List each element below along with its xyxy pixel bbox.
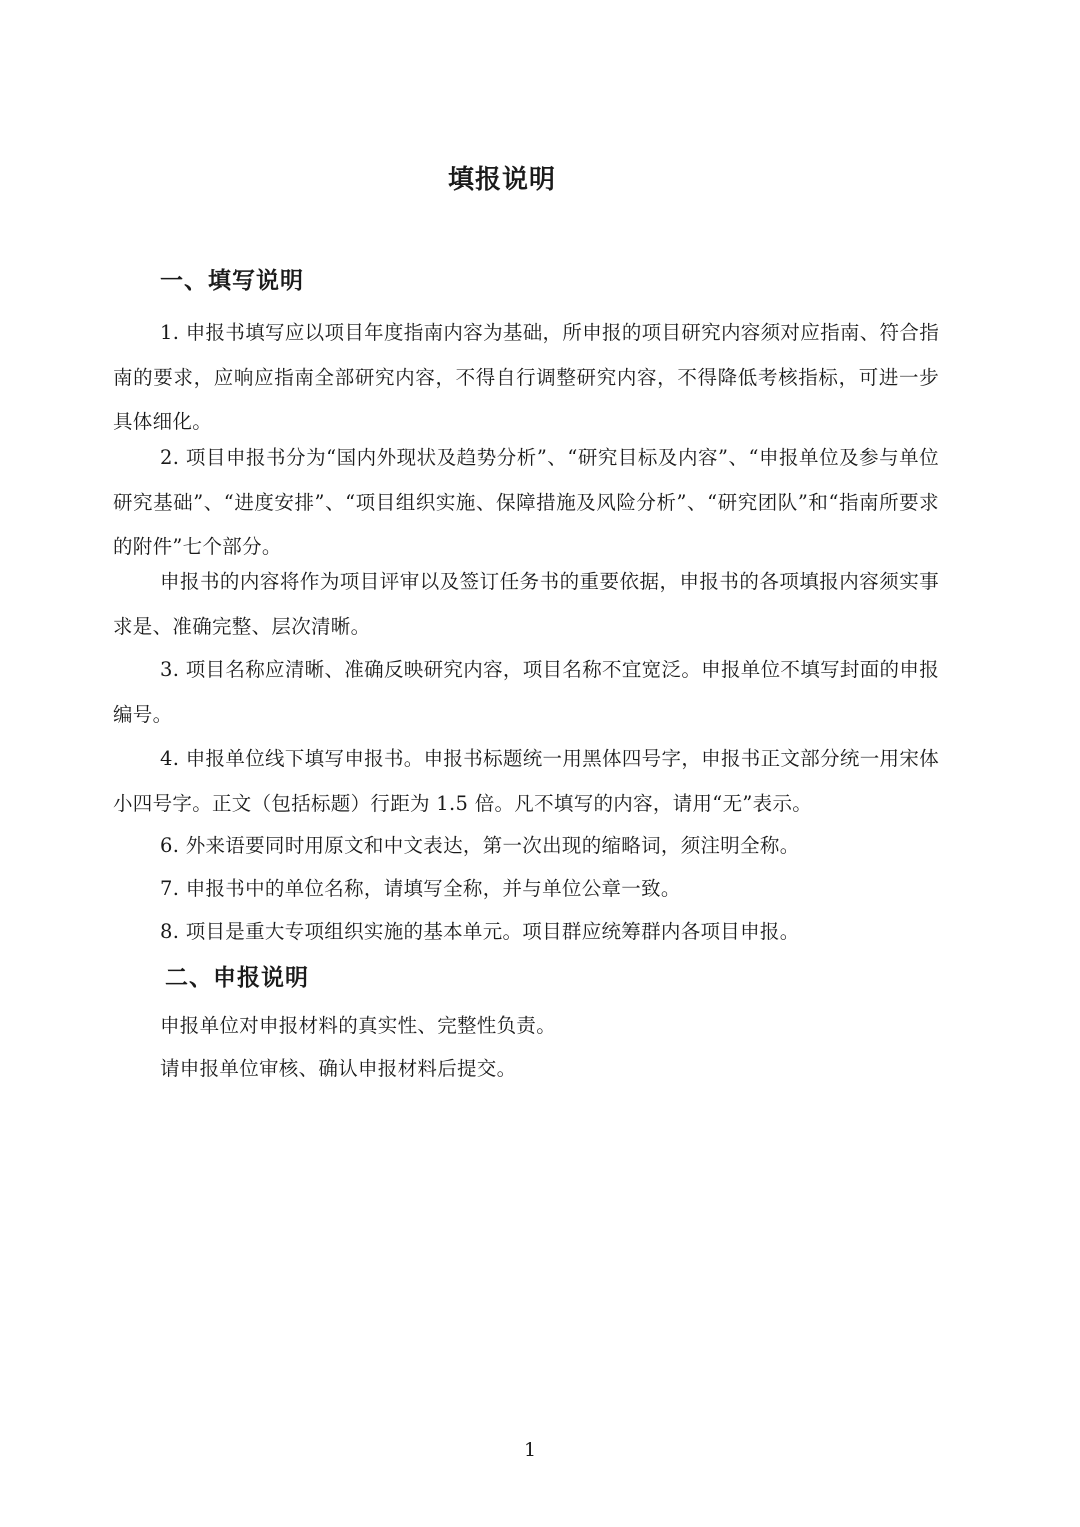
instruction-paragraph-7: 7. 申报书中的单位名称，请填写全称，并与单位公章一致。 xyxy=(160,877,681,900)
submission-paragraph-1: 申报单位对申报材料的真实性、完整性负责。 xyxy=(160,1014,557,1037)
instruction-paragraph-6: 6. 外来语要同时用原文和中文表达，第一次出现的缩略词，须注明全称。 xyxy=(160,834,800,857)
document-title: 填报说明 xyxy=(447,165,556,195)
instruction-paragraph-3: 3. 项目名称应清晰、准确反映研究内容，项目名称不宜宽泛。申报单位不填写封面的申报编号。 xyxy=(113,658,939,726)
instruction-paragraph-1: 1. 申报书填写应以项目年度指南内容为基础，所申报的项目研究内容须对应指南、符合指南的要求，应响应指南全部研究内容，不得自行调整研究内容，不得降低考核指标，可进一步具体细化。 xyxy=(113,321,939,433)
section-heading-fill-instructions: 一、填写说明 xyxy=(160,268,304,294)
instruction-paragraph-8: 8. 项目是重大专项组织实施的基本单元。项目群应统筹群内各项目申报。 xyxy=(160,920,800,943)
submission-paragraph-2: 请申报单位审核、确认申报材料后提交。 xyxy=(160,1057,517,1080)
section-heading-submission-instructions: 二、申报说明 xyxy=(165,965,309,991)
page-number: 1 xyxy=(523,1439,537,1461)
instruction-paragraph-2: 2. 项目申报书分为“国内外现状及趋势分析”、“研究目标及内容”、“申报单位及参与单位研究基础”、“进度安排”、“项目组织实施、保障措施及风险分析”、“研究团队”和“指南所要求的附件”七个部分。 xyxy=(113,446,939,558)
instruction-paragraph-2-note: 申报书的内容将作为项目评审以及签订任务书的重要依据，申报书的各项填报内容须实事求是、准确完整、层次清晰。 xyxy=(113,570,939,638)
instruction-paragraph-4: 4. 申报单位线下填写申报书。申报书标题统一用黑体四号字，申报书正文部分统一用宋体小四号字。正文（包括标题）行距为 1.5 倍。凡不填写的内容，请用“无”表示。 xyxy=(113,747,939,815)
